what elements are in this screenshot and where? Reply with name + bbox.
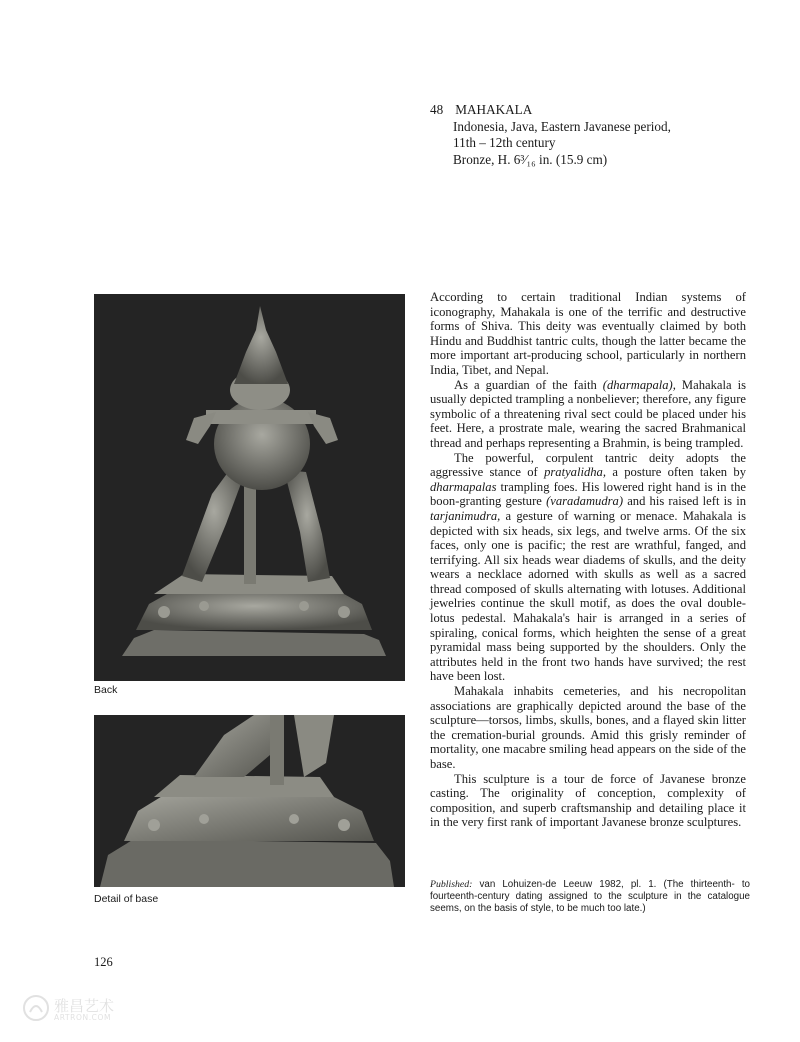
text-run: and his raised left is in — [623, 494, 747, 509]
paragraph-5: This sculpture is a tour de force of Javanese bronze casting. The originality of conception, complexity of composition, and superb craftsmanship and detailing place it in the very first rank of important Javanese bronze sculptures. — [430, 771, 746, 830]
watermark-logo-icon — [22, 994, 50, 1022]
watermark-subtext: ARTRON.COM — [54, 1013, 112, 1022]
italic-term: tarjanimudra, — [430, 508, 501, 523]
caption-back: Back — [94, 684, 118, 696]
text-run: Mahakala is usually depicted trampling a nonbeliever; therefore, any figure symbolic of a threatening rival sect could be placed under his feet. Here, a prostrate male, wearing the sacred Brahmanical thread and perhaps representing a Brahmin, is being trampled. — [430, 377, 746, 450]
published-text: van Lohuizen-de Leeuw 1982, pl. 1. (The thirteenth- to fourteenth-century dating assigned to the sculpture in the catalogue seems, on the basis of style, to be much too late.) — [430, 879, 750, 914]
paragraph-1: According to certain traditional Indian systems of iconography, Mahakala is one of the terrific and destructive forms of Shiva. This deity was eventually claimed by both Hindu and Buddhist tantric cults, though the latter became the more important art-producing school, particularly in northern India, Tibet, and Nepal. — [430, 290, 746, 377]
paragraph-4: Mahakala inhabits cemeteries, and his necropolitan associations are graphically depicted around the base of the sculpture—torsos, limbs, skulls, bones, and a flayed skin litter the cremation-burial grounds. Amid this grisly reminder of mortality, one macabre smiling head appears on the side of the base. — [430, 684, 746, 771]
page-number: 126 — [94, 955, 113, 969]
text-run: a gesture of warning or menace. Mahakala is depicted with six heads, six legs, and twelve arms. Of the six faces, only one is pacific; the rest are wrathful, fanged, and terrifying. All six heads wear diadems of skulls, and the deity wears a necklace adorned with skulls as well as a sacred thread composed of skulls alternating with lotuses. Additional jewelries continue the skull motif, as does the oval double-lotus pedestal. Mahakala's hair is arranged in a series of spiraling, conical forms, which heighten the sense of a great pyramidal mass being supported by the shoulders. Only the attributes held in the front two hands have survived; the rest have been lost. — [430, 508, 746, 684]
entry-material: Bronze, H. 6³⁄₁₆ in. (15.9 cm) — [453, 151, 608, 167]
paragraph-3 — [430, 451, 746, 685]
caption-detail-of-base: Detail of base — [94, 893, 159, 905]
paragraph-2 — [430, 378, 746, 451]
entry-title: MAHAKALA — [455, 102, 533, 117]
text-run: trampling foes. His lowered right hand is in the boon-granting gesture — [430, 479, 746, 509]
photo-back-view — [94, 294, 405, 681]
text-run: As a guardian of the faith — [454, 377, 603, 392]
entry-date: 11th – 12th century — [453, 135, 556, 150]
entry-origin: Indonesia, Java, Eastern Javanese period, — [453, 118, 671, 134]
entry-number: 48 — [430, 102, 444, 117]
published-note — [430, 879, 750, 915]
published-label: Published: — [430, 879, 473, 890]
text-run: The powerful, corpulent tantric deity adopts the aggressive stance of — [430, 450, 746, 480]
text-run: a posture often taken by — [606, 465, 746, 480]
italic-term: (varadamudra) — [546, 494, 624, 509]
watermark-text: 雅昌艺术 — [54, 997, 115, 1015]
sculpture-back-image — [94, 294, 405, 681]
photo-detail-of-base — [94, 715, 405, 887]
catalogue-heading — [430, 102, 770, 168]
watermark — [22, 992, 142, 1028]
italic-term: (dharmapala), — [602, 377, 676, 392]
italic-term: dharmapalas — [430, 479, 497, 494]
italic-term: pratyalidha, — [544, 465, 606, 480]
sculpture-base-image — [94, 715, 405, 887]
catalogue-body-text — [430, 290, 746, 830]
